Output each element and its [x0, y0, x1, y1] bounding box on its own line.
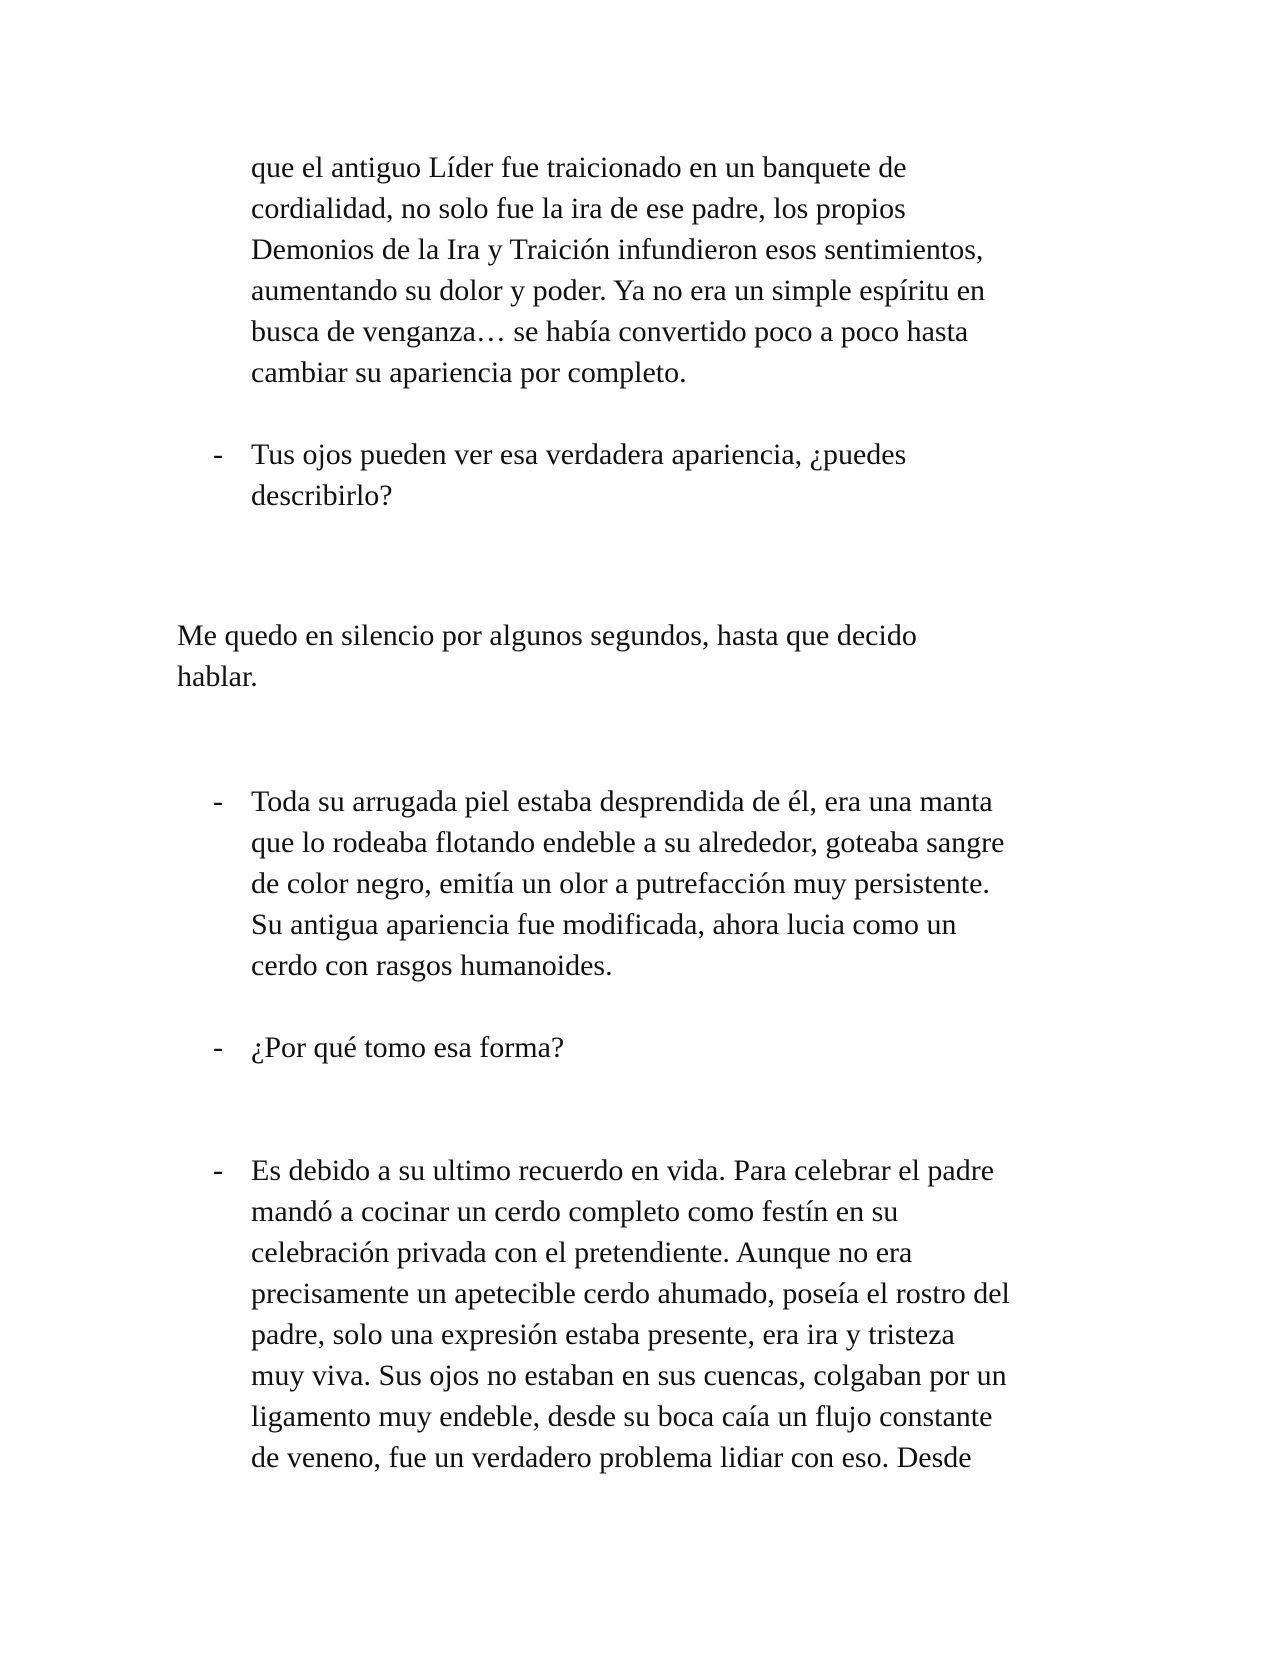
text-line: Me quedo en silencio por algunos segundos, hasta que decido	[177, 619, 917, 652]
text-line: de veneno, fue un verdadero problema lidiar con eso. Desde	[251, 1441, 972, 1474]
text-line: de color negro, emitía un olor a putrefacción muy persistente.	[251, 867, 990, 900]
text-line: muy viva. Sus ojos no estaban en sus cuencas, colgaban por un	[251, 1359, 1007, 1392]
text-line: ¿Por qué tomo esa forma?	[251, 1031, 565, 1064]
dialogue-dash: -	[213, 785, 223, 818]
text-line: padre, solo una expresión estaba presente, era ira y tristeza	[251, 1318, 955, 1351]
dialogue-dash: -	[213, 1031, 223, 1064]
dialogue-dash: -	[213, 1154, 223, 1187]
text-line: ligamento muy endeble, desde su boca caía un flujo constante	[251, 1400, 993, 1433]
text-line: celebración privada con el pretendiente. Aunque no era	[251, 1236, 913, 1269]
text-line: describirlo?	[251, 479, 393, 512]
text-line: Tus ojos pueden ver esa verdadera apariencia, ¿puedes	[251, 438, 907, 471]
text-line: Es debido a su ultimo recuerdo en vida. Para celebrar el padre	[251, 1154, 995, 1187]
text-line: Toda su arrugada piel estaba desprendida de él, era una manta	[251, 785, 993, 818]
text-line: cerdo con rasgos humanoides.	[251, 949, 613, 982]
text-line: Demonios de la Ira y Traición infundieron esos sentimientos,	[251, 233, 984, 266]
dialogue-dash: -	[213, 438, 223, 471]
text-line: hablar.	[177, 660, 258, 693]
text-line: cambiar su apariencia por completo.	[251, 356, 687, 389]
text-line: mandó a cocinar un cerdo completo como festín en su	[251, 1195, 899, 1228]
text-line: que el antiguo Líder fue traicionado en un banquete de	[251, 151, 907, 184]
text-line: cordialidad, no solo fue la ira de ese padre, los propios	[251, 192, 906, 225]
text-line: busca de venganza… se había convertido poco a poco hasta	[251, 315, 969, 348]
text-line: Su antigua apariencia fue modificada, ahora lucia como un	[251, 908, 957, 941]
text-line: aumentando su dolor y poder. Ya no era un simple espíritu en	[251, 274, 986, 307]
text-line: que lo rodeaba flotando endeble a su alrededor, goteaba sangre	[251, 826, 1005, 859]
text-line: precisamente un apetecible cerdo ahumado, poseía el rostro del	[251, 1277, 1010, 1310]
